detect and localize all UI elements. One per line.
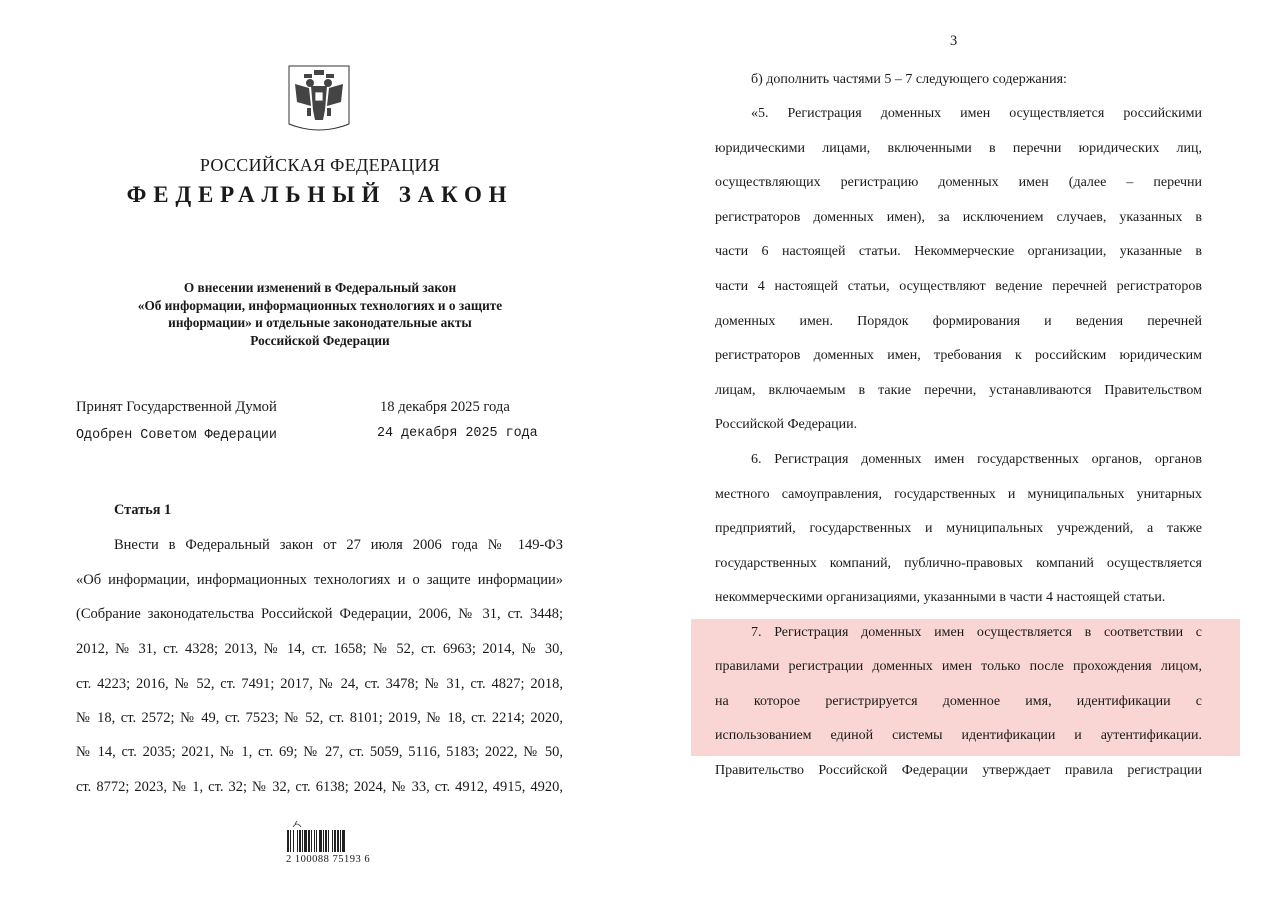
right-line: использованием единой системы идентификации и аутентификации. (715, 728, 1202, 743)
article-line: 2012, № 31, ст. 4328; 2013, № 14, ст. 1658; № 52, ст. 6963; 2014, № 30, (76, 641, 563, 657)
country-title: РОССИЙСКАЯ ФЕДЕРАЦИЯ (199, 155, 441, 175)
right-line: некоммерческими организациями, указанными в части 4 настоящей статьи. (715, 590, 1166, 605)
adoption-label-council: Одобрен Советом Федерации (76, 428, 277, 443)
coat-of-arms-icon (287, 64, 351, 138)
right-line: правилами регистрации доменных имен только после прохождения лицом, (715, 659, 1202, 674)
law-heading (80, 279, 560, 349)
page-number: 3 (950, 33, 958, 49)
adoption-label-duma: Принят Государственной Думой (76, 399, 277, 415)
right-line: юридическими лицами, включенными в перечни юридических лиц, (715, 141, 1202, 156)
adoption-date-duma: 18 декабря 2025 года (380, 399, 510, 415)
right-line: на которое регистрируется доменное имя, идентификации с (715, 694, 1202, 709)
article-line: № 14, ст. 2035; 2021, № 1, ст. 69; № 27, ст. 5059, 5116, 5183; 2022, № 50, (76, 744, 563, 760)
article-line: Внести в Федеральный закон от 27 июля 2006 года № 149-ФЗ (114, 537, 563, 553)
barcode-number: 2 100088 75193 6 (286, 854, 371, 865)
law-heading-line: Российской Федерации (250, 332, 390, 348)
right-line: части 4 настоящей статьи, осуществляют ведение перечней регистраторов (715, 279, 1202, 294)
right-line: Правительство Российской Федерации утверждает правила регистрации (715, 763, 1202, 778)
document-type-title: ФЕДЕРАЛЬНЫЙ ЗАКОН (126, 182, 514, 207)
article-title: Статья 1 (114, 502, 172, 518)
right-line: Российской Федерации. (715, 417, 858, 432)
law-heading-line: «Об информации, информационных технологиях и о защите (137, 297, 503, 313)
right-line: государственных компаний, публично-правовых компаний осуществляется (715, 556, 1202, 571)
right-line: 7. Регистрация доменных имен осуществляется в соответствии с (751, 625, 1202, 640)
right-line: лицам, включаемым в такие перечни, устанавливаются Правительством (715, 383, 1202, 398)
right-line: осуществляющих регистрацию доменных имен (далее – перечни (715, 175, 1202, 190)
article-line: ст. 4223; 2016, № 52, ст. 7491; 2017, № 24, ст. 3478; № 31, ст. 4827; 2018, (76, 676, 563, 692)
adoption-date-council: 24 декабря 2025 года (377, 426, 538, 441)
article-line: ст. 8772; 2023, № 1, ст. 32; № 32, ст. 6138; 2024, № 33, ст. 4912, 4915, 4920, (76, 779, 563, 795)
right-line: б) дополнить частями 5 – 7 следующего содержания: (751, 72, 1067, 87)
right-line: 6. Регистрация доменных имен государственных органов, органов (751, 452, 1202, 467)
barcode-icon (283, 818, 375, 876)
right-line: местного самоуправления, государственных и муниципальных унитарных (715, 487, 1202, 502)
right-line: доменных имен. Порядок формирования и ведения перечней (715, 314, 1202, 329)
article-line: (Собрание законодательства Российской Федерации, 2006, № 31, ст. 3448; (76, 606, 563, 622)
right-line: регистраторов доменных имен), за исключением случаев, указанных в (715, 210, 1202, 225)
right-line: «5. Регистрация доменных имен осуществляется российскими (751, 106, 1202, 121)
law-heading-line: информации» и отдельные законодательные акты (168, 315, 472, 331)
right-line: предприятий, государственных и муниципальных учреждений, а также (715, 521, 1202, 536)
article-line: № 18, ст. 2572; № 49, ст. 7523; № 52, ст. 8101; 2019, № 18, ст. 2214; 2020, (76, 710, 563, 726)
law-heading-line: О внесении изменений в Федеральный закон (183, 280, 457, 295)
right-line: регистраторов доменных имен, требования к российским юридическим (715, 348, 1202, 363)
right-line: части 6 настоящей статьи. Некоммерческие организации, указанные в (715, 244, 1202, 259)
article-line: «Об информации, информационных технологиях и о защите информации» (76, 572, 563, 588)
